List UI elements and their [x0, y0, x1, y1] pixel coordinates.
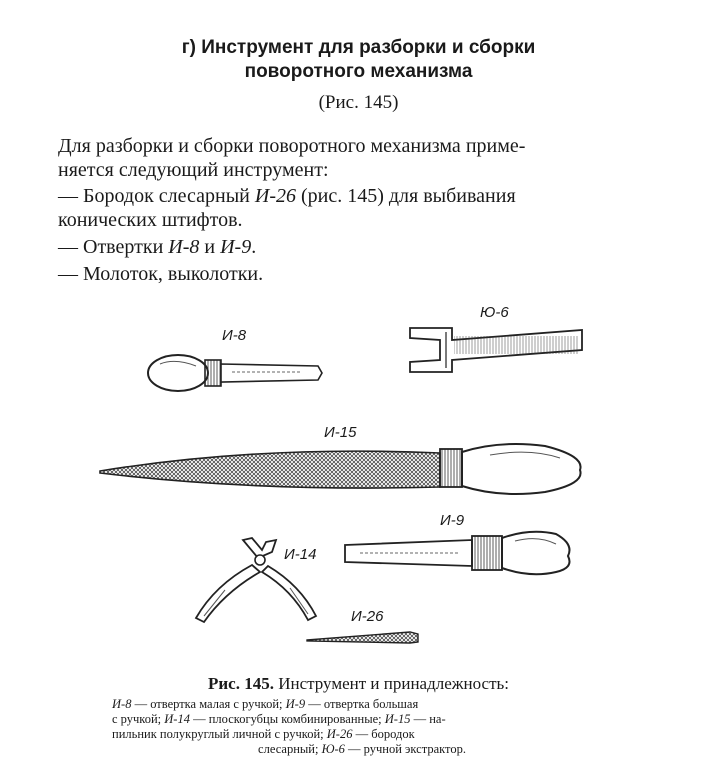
item2-and: и — [199, 236, 221, 258]
figure-reference: (Рис. 145) — [318, 92, 399, 113]
item1-prefix: — Бородок слесарный — [58, 185, 255, 207]
item2-code-2: И-9 — [220, 236, 252, 258]
punch-i26 — [307, 632, 418, 643]
extractor-yu6 — [410, 328, 582, 372]
figure-title: Инструмент и принадлежность: — [273, 674, 509, 693]
file-i15 — [100, 444, 581, 494]
caption-code-i9: И-9 — [285, 697, 306, 711]
caption-text: с ручкой; — [112, 712, 165, 726]
label-i26: И-26 — [351, 608, 384, 625]
item2-code-1: И-8 — [168, 236, 200, 258]
caption-text: — бородок — [352, 727, 415, 741]
intro-line-1: Для разборки и сборки поворотного механизма приме- — [58, 135, 526, 157]
section-title-line1: г) Инструмент для разборки и сборки — [181, 37, 536, 58]
screwdriver-small-i8 — [148, 355, 322, 391]
label-i15: И-15 — [324, 424, 357, 441]
caption-text: — отвертка большая — [305, 697, 419, 711]
intro-line-2: няется следующий инструмент: — [58, 159, 329, 181]
list-item-1-line-2: конических штифтов. — [58, 209, 243, 231]
figure-number: Рис. 145. — [207, 674, 274, 693]
list-item-3-line: — Молоток, выколотки. — [58, 263, 264, 285]
caption-text: слесарный; — [258, 742, 322, 756]
caption-text: — плоскогубцы комбинированные; — [189, 712, 385, 726]
label-yu6: Ю-6 — [480, 304, 509, 321]
caption-code-yu6: Ю-6 — [321, 742, 345, 756]
caption-code-i14: И-14 — [164, 712, 190, 726]
item1-code: И-26 — [254, 185, 296, 207]
figure-caption-title — [0, 674, 717, 694]
label-i9: И-9 — [440, 512, 465, 529]
caption-line-1 — [112, 697, 612, 712]
section-title-line2: поворотного механизма — [244, 61, 473, 82]
caption-text: пильник полукруглый личной с ручкой; — [112, 727, 327, 741]
item2-prefix: — Отвертки — [58, 236, 169, 258]
caption-code-i26: И-26 — [326, 727, 353, 741]
label-i8: И-8 — [222, 327, 247, 344]
screwdriver-large-i9 — [345, 532, 570, 575]
caption-text: — на- — [410, 712, 446, 726]
caption-code-i8: И-8 — [112, 697, 132, 711]
caption-line-2 — [112, 712, 612, 727]
item1-suffix: (рис. 145) для выбивания — [295, 185, 516, 207]
figure-caption-body — [112, 697, 612, 757]
label-i14: И-14 — [284, 546, 317, 563]
caption-text: — отвертка малая с ручкой; — [131, 697, 286, 711]
item2-end: . — [251, 236, 257, 258]
caption-text: — ручной экстрактор. — [344, 742, 466, 756]
caption-line-3 — [112, 727, 612, 742]
caption-code-i15: И-15 — [384, 712, 411, 726]
caption-line-4 — [112, 742, 612, 757]
